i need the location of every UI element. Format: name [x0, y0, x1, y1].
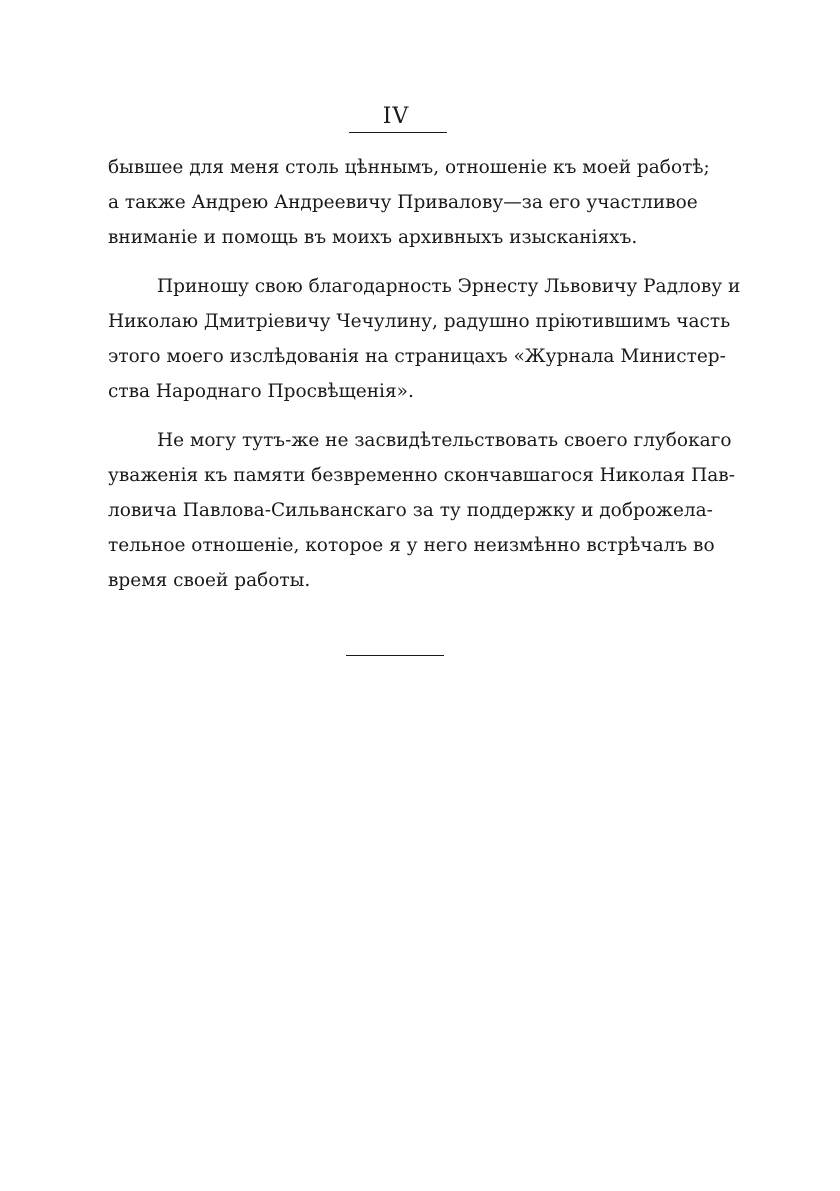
page-number: IV — [382, 104, 410, 129]
text-line: ловича Павлова-Сильванскаго за ту поддержку и доброжела- — [108, 500, 713, 521]
text-line: время своей работы. — [108, 570, 311, 591]
text-line: бывшее для меня столь цѣннымъ, отношеніе къ моей работѣ; — [108, 157, 710, 178]
text-line: уваженія къ памяти безвременно скончавшагося Николая Пав- — [108, 465, 735, 486]
text-line: а также Андрею Андреевичу Привалову—за его участливое — [108, 192, 698, 213]
header-rule — [349, 132, 447, 133]
paragraph-1 — [108, 150, 710, 255]
paragraph-3 — [108, 423, 735, 598]
text-line: Николаю Дмитріевичу Чечулину, радушно пріютившимъ часть — [108, 311, 731, 332]
text-line: вниманіе и помощь въ моихъ архивныхъ изысканіяхъ. — [108, 227, 638, 248]
text-line: ства Народнаго Просвѣщенія». — [108, 381, 414, 402]
closing-rule — [346, 655, 444, 656]
text-line: этого моего изслѣдованія на страницахъ «Журнала Министер- — [108, 346, 726, 367]
text-line: Приношу свою благодарность Эрнесту Львовичу Радлову и — [157, 276, 741, 297]
paragraph-2 — [108, 269, 741, 409]
text-line: тельное отношеніе, которое я у него неизмѣнно встрѣчалъ во — [108, 535, 715, 556]
body-text — [108, 150, 741, 612]
text-line: Не могу тутъ-же не засвидѣтельствовать своего глубокаго — [157, 430, 732, 451]
